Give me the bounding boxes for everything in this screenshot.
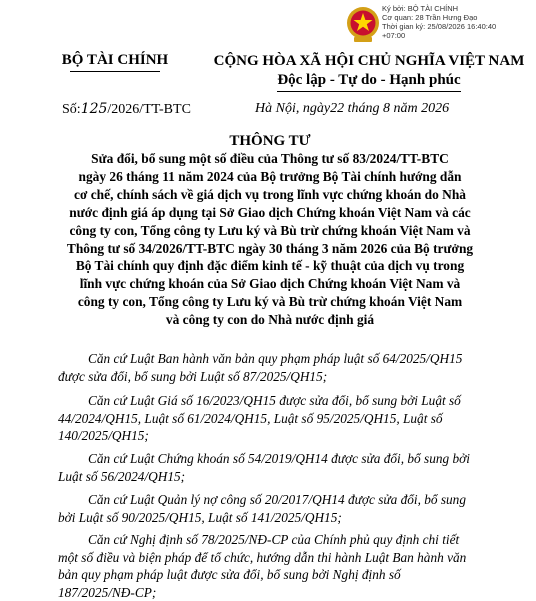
title-line: Sửa đổi, bổ sung một số điều của Thông tư số 83/2024/TT-BTC xyxy=(30,150,510,168)
title-line: công ty con, Tổng công ty Lưu ký và Bù trừ chứng khoán Việt Nam và xyxy=(30,222,510,240)
basis-line: Căn cứ Luật Quản lý nợ công số 20/2017/QH14 được sửa đổi, bổ sung xyxy=(58,491,520,509)
date-year: năm 2026 xyxy=(393,101,449,116)
date-day: 22 xyxy=(330,101,344,116)
legal-basis-paragraph xyxy=(58,392,520,445)
basis-line: 187/2025/NĐ-CP; xyxy=(58,584,520,601)
signature-signer: Ký bởi: BỘ TÀI CHÍNH xyxy=(382,4,532,13)
basis-line: Căn cứ Luật Chứng khoán số 54/2019/QH14 được sửa đổi, bổ sung bởi xyxy=(58,450,520,468)
document-number xyxy=(62,101,191,118)
place-and-date xyxy=(255,101,449,117)
basis-line: Luật số 56/2024/QH15; xyxy=(58,468,520,486)
basis-line: được sửa đổi, bổ sung bởi Luật số 87/2025/QH15; xyxy=(58,368,520,386)
digital-signature-info xyxy=(382,4,532,40)
country-name: CỘNG HÒA XÃ HỘI CHỦ NGHĨA VIỆT NAM xyxy=(204,52,534,71)
signature-agency: Cơ quan: 28 Trần Hưng Đạo xyxy=(382,13,532,22)
legal-basis-paragraph xyxy=(58,450,520,485)
title-line: và công ty con do Nhà nước định giá xyxy=(30,311,510,329)
title-line: Thông tư số 34/2026/TT-BTC ngày 30 tháng 3 năm 2026 của Bộ trưởng xyxy=(30,240,510,258)
title-line: nước định giá áp dụng tại Sở Giao dịch Chứng khoán Việt Nam và các xyxy=(30,204,510,222)
document-type: THÔNG TƯ xyxy=(30,132,510,150)
agency-header xyxy=(30,52,200,72)
date-prefix: Hà Nội, ngày xyxy=(255,101,330,116)
national-emblem-icon xyxy=(346,4,380,44)
title-line: ngày 26 tháng 11 năm 2024 của Bộ trưởng Bộ Tài chính hướng dẫn xyxy=(30,168,510,186)
basis-line: Căn cứ Luật Giá số 16/2023/QH15 được sửa đổi, bổ sung bởi Luật số xyxy=(58,392,520,410)
date-month-label: tháng xyxy=(348,101,380,116)
basis-line: một số điều và biện pháp để tổ chức, hướng dẫn thi hành Luật Ban hành văn xyxy=(58,549,520,567)
basis-line: 44/2024/QH15, Luật số 61/2024/QH15, Luật số 95/2025/QH15, Luật số xyxy=(58,410,520,428)
title-line: Bộ Tài chính quy định đặc điểm kinh tế - kỹ thuật của dịch vụ trong xyxy=(30,257,510,275)
doc-number-handwritten: 125 xyxy=(81,101,108,117)
basis-line: 140/2025/QH15; xyxy=(58,427,520,445)
signature-time: Thời gian ký: 25/08/2026 16:40:40 xyxy=(382,22,532,31)
basis-line: Căn cứ Nghị định số 78/2025/NĐ-CP của Chính phủ quy định chi tiết xyxy=(58,531,520,549)
legal-basis-paragraph xyxy=(58,350,520,385)
signature-timezone: +07:00 xyxy=(382,31,532,40)
national-header xyxy=(204,52,534,92)
basis-line: Căn cứ Luật Ban hành văn bản quy phạm pháp luật số 64/2025/QH15 xyxy=(58,350,520,368)
basis-line: bản quy phạm pháp luật được sửa đổi, bổ sung bởi Nghị định số xyxy=(58,566,520,584)
agency-underline xyxy=(70,71,160,72)
title-line: cơ chế, chính sách về giá dịch vụ trong lĩnh vực chứng khoán do Nhà xyxy=(30,186,510,204)
agency-name: BỘ TÀI CHÍNH xyxy=(30,52,200,69)
doc-number-suffix: /2026/TT-BTC xyxy=(107,102,191,117)
date-month: 8 xyxy=(383,101,390,116)
doc-number-prefix: Số: xyxy=(62,102,81,117)
title-line: lĩnh vực chứng khoán của Sở Giao dịch Chứng khoán Việt Nam và xyxy=(30,275,510,293)
basis-line: bởi Luật số 90/2025/QH15, Luật số 141/2025/QH15; xyxy=(58,509,520,527)
title-line: công ty con, Tổng công ty Lưu ký và Bù trừ chứng khoán Việt Nam xyxy=(30,293,510,311)
document-title xyxy=(30,132,510,329)
legal-basis-paragraph xyxy=(58,531,520,601)
legal-basis-paragraph xyxy=(58,491,520,526)
national-motto: Độc lập - Tự do - Hạnh phúc xyxy=(277,71,460,92)
